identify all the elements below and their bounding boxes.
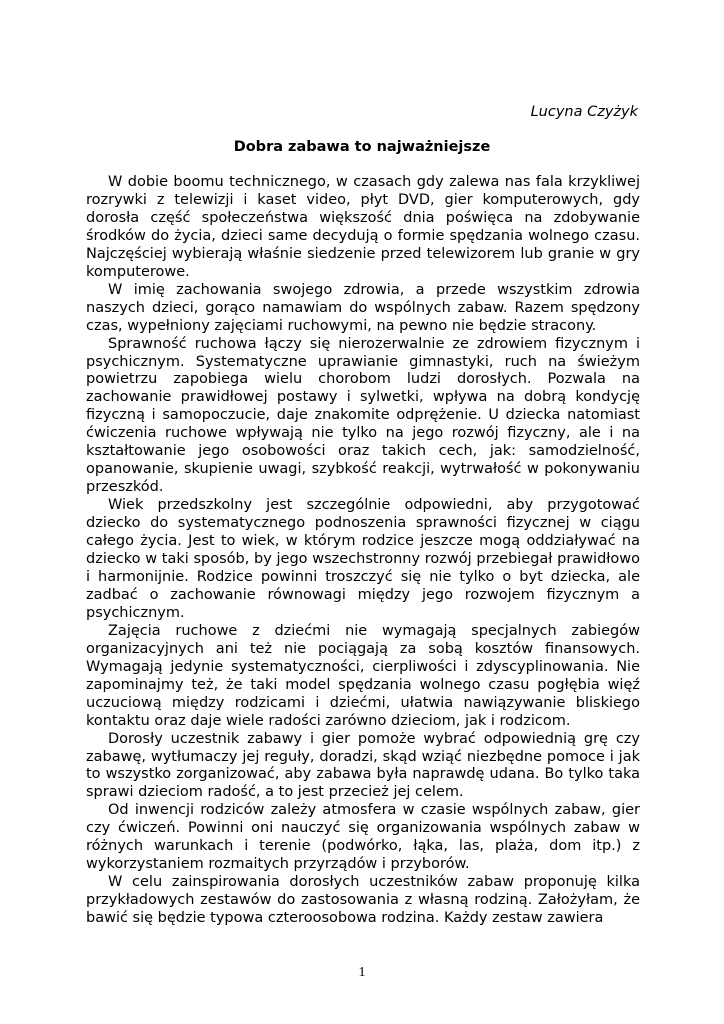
paragraph: Od inwencji rodziców zależy atmosfera w czasie wspólnych zabaw, gier czy ćwiczeń. Powinni oni nauczyć się organizowania wspólnych zabaw w różnych warunkach i terenie (podwórko, łąka, las, plaża, dom itp.) z wykorzystaniem rozmaitych przyrządów i przyborów. [86, 802, 640, 873]
paragraph: Zajęcia ruchowe z dziećmi nie wymagają specjalnych zabiegów organizacyjnych ani też nie pociągają za sobą kosztów finansowych. Wymagają jedynie systematyczności, cierpliwości i zdyscyplinowania. Nie zapominajmy też, że taki model spędzania wolnego czasu pogłębia więź uczuciową między rodzicami i dziećmi, ułatwia nawiązywanie bliskiego kontaktu oraz daje wiele radości zarówno dzieciom, jak i rodzicom. [86, 622, 640, 729]
paragraph: Dorosły uczestnik zabawy i gier pomoże wybrać odpowiednią grę czy zabawę, wytłumaczy jej reguły, doradzi, skąd wziąć niezbędne pomoce i jak to wszystko zorganizować, aby zabawa była naprawdę udana. Bo tylko taka sprawi dzieciom radość, a to jest przecież jej celem. [86, 730, 640, 801]
paragraph: Sprawność ruchowa łączy się nierozerwalnie ze zdrowiem fizycznym i psychicznym. Systematyczne uprawianie gimnastyki, ruch na świeżym powietrzu zapobiega wielu chorobom ludzi dorosłych. Pozwala na zachowanie prawidłowej postawy i sylwetki, wpływa na dobrą kondycję fizyczną i samopoczucie, daje znakomite odprężenie. U dziecka natomiast ćwiczenia ruchowe wpływają nie tylko na jego rozwój fizyczny, ale i na kształtowanie jego osobowości oraz takich cech, jak: samodzielność, opanowanie, skupienie uwagi, szybkość reakcji, wytrwałość w pokonywaniu przeszkód. [86, 335, 640, 496]
author-name: Lucyna Czyżyk [530, 104, 638, 120]
paragraph: W imię zachowania swojego zdrowia, a przede wszystkim zdrowia naszych dzieci, gorąco namawiam do wspólnych zabaw. Razem spędzony czas, wypełniony zajęciami ruchowymi, na pewno nie będzie stracony. [86, 281, 640, 334]
paragraph: Wiek przedszkolny jest szczególnie odpowiedni, aby przygotować dziecko do systematycznego podnoszenia sprawności fizycznej w ciągu całego życia. Jest to wiek, w którym rodzice jeszcze mogą oddziaływać na dziecko w taki sposób, by jego wszechstronny rozwój przebiegał prawidłowo i harmonijnie. Rodzice powinni troszczyć się nie tylko o byt dziecka, ale zadbać o zachowanie równowagi między jego rozwojem fizycznym a psychicznym. [86, 497, 640, 621]
paragraph: W dobie boomu technicznego, w czasach gdy zalewa nas fala krzykliwej rozrywki z telewizji i kaset video, płyt DVD, gier komputerowych, gdy dorosła część społeczeństwa większość dnia poświęca na zdobywanie środków do życia, dzieci same decydują o formie spędzania wolnego czasu. Najczęściej wybierają właśnie siedzenie przed telewizorem lub granie w gry komputerowe. [86, 174, 640, 280]
page-number: 1 [358, 965, 366, 980]
document-body [86, 174, 640, 928]
document-title: Dobra zabawa to najważniejsze [233, 139, 491, 155]
paragraph-continued: W celu zainspirowania dorosłych uczestników zabaw proponuję kilka przykładowych zestawów do zastosowania z własną rodziną. Założyłam, że bawić się będzie typowa czteroosobowa rodzina. Każdy zestaw zawiera [86, 874, 640, 927]
